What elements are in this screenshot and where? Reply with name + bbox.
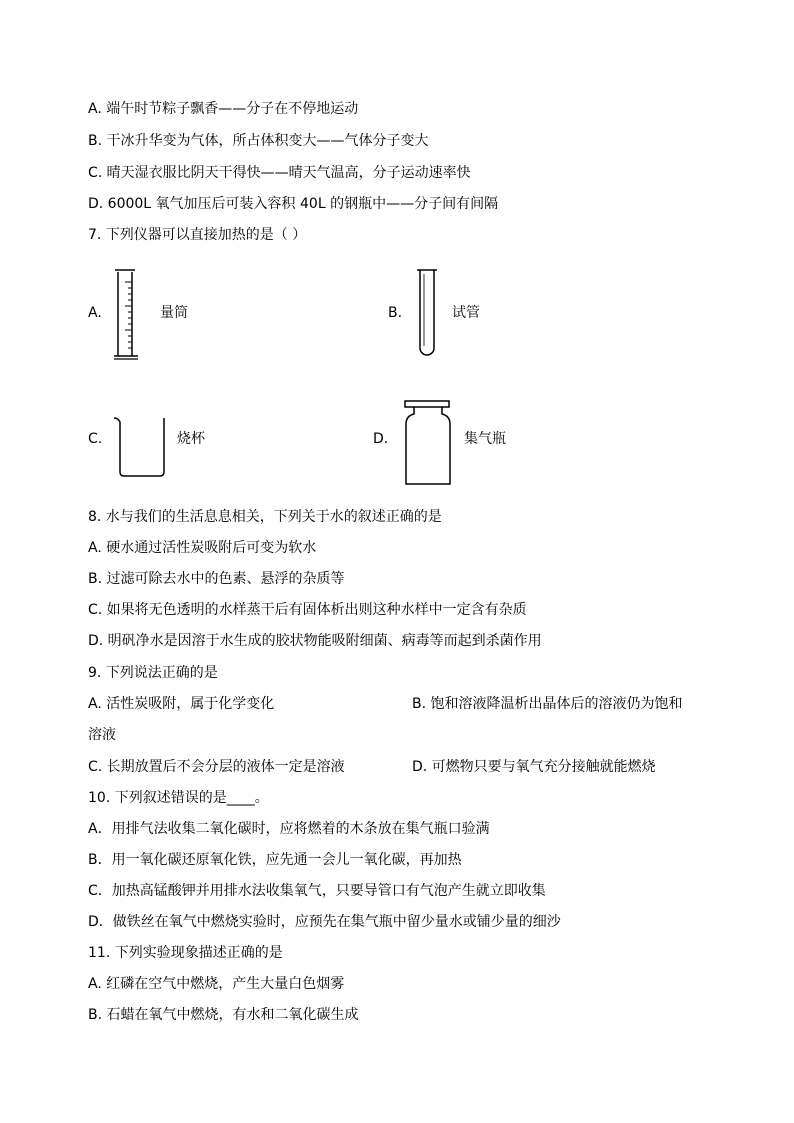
q10-option-a: A．用排气法收集二氧化碳时，应将燃着的木条放在集气瓶口验满 <box>88 821 490 837</box>
q7-option-c-letter: C. <box>88 431 103 447</box>
q9-stem: 9. 下列说法正确的是 <box>88 665 218 681</box>
q11-option-a: A. 红磷在空气中燃烧，产生大量白色烟雾 <box>88 976 345 992</box>
q6-option-b: B. 干冰升华变为气体，所占体积变大——气体分子变大 <box>88 133 429 149</box>
q7-option-d-letter: D. <box>373 431 389 447</box>
test-tube-icon <box>412 266 442 362</box>
q6-option-a: A. 端午时节粽子飘香——分子在不停地运动 <box>88 101 359 117</box>
q7-option-b-letter: B. <box>388 305 403 321</box>
q7-option-b-label: 试管 <box>452 305 480 321</box>
gas-jar-icon <box>400 398 456 488</box>
q9-option-a: A. 活性炭吸附，属于化学变化 <box>88 696 275 712</box>
graduated-cylinder-icon <box>112 268 148 364</box>
q10-option-b: B．用一氧化碳还原氧化铁，应先通一会儿一氧化碳，再加热 <box>88 852 462 868</box>
q9-option-d: D. 可燃物只要与氧气充分接触就能燃烧 <box>412 759 656 775</box>
q8-option-a: A. 硬水通过活性炭吸附后可变为软水 <box>88 540 317 556</box>
q10-stem: 10. 下列叙述错误的是____。 <box>88 790 269 806</box>
q6-option-d: D. 6000L 氧气加压后可装入容积 40L 的钢瓶中——分子间有间隔 <box>88 196 499 212</box>
q7-stem: 7. 下列仪器可以直接加热的是（ ） <box>88 227 307 243</box>
q7-option-c-label: 烧杯 <box>177 431 205 447</box>
q9-option-b: B. 饱和溶液降温析出晶体后的溶液仍为饱和 <box>412 696 683 712</box>
q11-stem: 11. 下列实验现象描述正确的是 <box>88 945 283 961</box>
q9-option-c: C. 长期放置后不会分层的液体一定是溶液 <box>88 759 345 775</box>
q8-option-b: B. 过滤可除去水中的色素、悬浮的杂质等 <box>88 571 345 587</box>
q7-option-d-label: 集气瓶 <box>464 431 506 447</box>
q7-option-a-label: 量筒 <box>160 305 188 321</box>
beaker-icon <box>110 412 172 480</box>
q8-stem: 8. 水与我们的生活息息相关，下列关于水的叙述正确的是 <box>88 509 442 525</box>
q10-option-c: C．加热高锰酸钾并用排水法收集氧气，只要导管口有气泡产生就立即收集 <box>88 883 546 899</box>
q6-option-c: C. 晴天湿衣服比阴天干得快——晴天气温高，分子运动速率快 <box>88 165 471 181</box>
q8-option-d: D. 明矾净水是因溶于水生成的胶状物能吸附细菌、病毒等而起到杀菌作用 <box>88 633 542 649</box>
q9-option-b-continuation: 溶液 <box>88 727 116 743</box>
q10-option-d: D．做铁丝在氧气中燃烧实验时，应预先在集气瓶中留少量水或铺少量的细沙 <box>88 914 561 930</box>
q7-option-a-letter: A. <box>88 305 102 321</box>
q8-option-c: C. 如果将无色透明的水样蒸干后有固体析出则这种水样中一定含有杂质 <box>88 602 527 618</box>
q11-option-b: B. 石蜡在氧气中燃烧，有水和二氧化碳生成 <box>88 1007 359 1023</box>
